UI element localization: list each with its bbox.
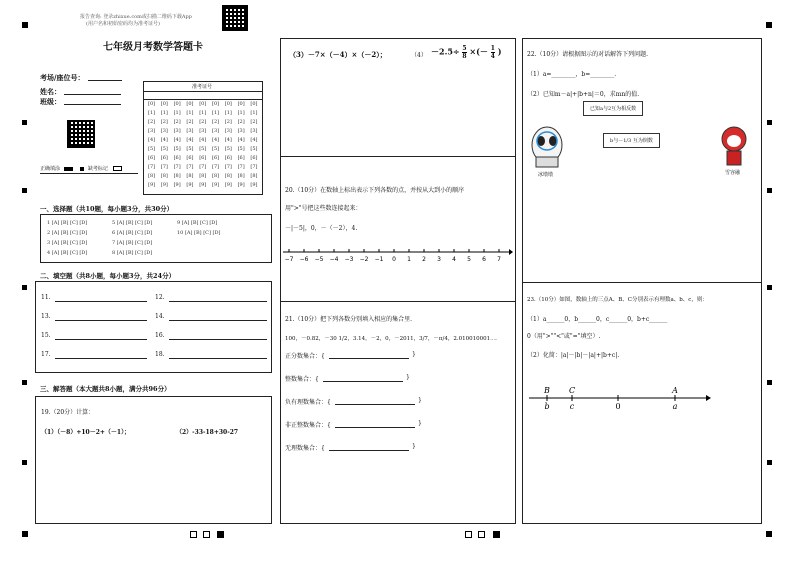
q22-part1: （1）a=________，b=________.: [527, 71, 617, 78]
header-line2: (用户名和初始密码均为准考证号): [86, 21, 160, 27]
set-close-brace: }: [418, 397, 422, 404]
set-label: 正分数集合：{: [285, 353, 325, 360]
ticket-digit-bubble[interactable]: [5]: [186, 146, 194, 152]
q23-number-line: [523, 384, 761, 420]
ticket-digit-bubble[interactable]: [0]: [186, 101, 194, 107]
q22-part2: （2）已知m－a|+|b+n|＝0，求mn的值.: [527, 91, 640, 98]
axis-tick-label: 5: [467, 256, 471, 263]
ticket-digit-bubble[interactable]: [0]: [212, 101, 220, 107]
bing-dwen-dwen-icon: [527, 119, 567, 169]
ticket-digit-bubble[interactable]: [8]: [224, 173, 232, 179]
column2-box: [280, 38, 516, 524]
ticket-number-box: [143, 81, 263, 195]
set-answer-line[interactable]: [335, 427, 415, 428]
ticket-grid[interactable]: [144, 101, 262, 193]
blank-number: 18.: [155, 351, 165, 358]
ticket-digit-bubble[interactable]: [5]: [173, 146, 181, 152]
choice-option-row[interactable]: 8 [A] [B] [C] [D]: [112, 250, 153, 256]
ticket-digit-bubble[interactable]: [1]: [212, 110, 220, 116]
ticket-digit-bubble[interactable]: [8]: [212, 173, 220, 179]
choice-option-row[interactable]: 6 [A] [B] [C] [D]: [112, 230, 153, 236]
registration-mark: [22, 120, 27, 125]
qr-code: [222, 5, 248, 31]
speech-bubble-1: 已知a与2互为相反数: [583, 101, 643, 116]
ticket-digit-bubble[interactable]: [6]: [237, 155, 245, 161]
column3-box: [522, 38, 762, 524]
section3-title: 三、解答题（本大题共8小题，满分共96分）: [40, 385, 171, 393]
page-marker: [465, 531, 472, 538]
ticket-digit-bubble[interactable]: [2]: [186, 119, 194, 125]
ticket-digit-bubble[interactable]: [9]: [224, 182, 232, 188]
choice-option-row[interactable]: 9 [A] [B] [C] [D]: [177, 220, 218, 226]
ticket-digit-bubble[interactable]: [1]: [148, 110, 156, 116]
ticket-digit-bubble[interactable]: [5]: [199, 146, 207, 152]
ticket-digit-bubble[interactable]: [2]: [199, 119, 207, 125]
q21-numbers: 100，－0.82，－30 1/2，3.14，－2，0，－2011，3/7，－π/4，2.010010001⋯.: [285, 336, 497, 342]
q21-sets: [285, 351, 510, 461]
ticket-digit-bubble[interactable]: [8]: [186, 173, 194, 179]
registration-mark: [766, 531, 772, 537]
ticket-digit-bubble[interactable]: [7]: [173, 164, 181, 170]
axis-tick-label: −3: [344, 256, 354, 263]
ticket-digit-bubble[interactable]: [4]: [186, 137, 194, 143]
ticket-digit-bubble[interactable]: [2]: [173, 119, 181, 125]
divider: [281, 156, 515, 157]
ticket-digit-bubble[interactable]: [5]: [237, 146, 245, 152]
choice-option-row[interactable]: 7 [A] [B] [C] [D]: [112, 240, 153, 246]
q19-part2: （2）-33-18+30-27: [176, 429, 239, 436]
ticket-digit-bubble[interactable]: [6]: [212, 155, 220, 161]
registration-mark: [767, 120, 772, 125]
axis-upper-label: C: [568, 386, 576, 395]
blank-number: 12.: [155, 294, 165, 301]
ticket-digit-bubble[interactable]: [1]: [186, 110, 194, 116]
name-field[interactable]: [64, 94, 121, 95]
ticket-digit-bubble[interactable]: [3]: [224, 128, 232, 134]
ticket-digit-bubble[interactable]: [7]: [186, 164, 194, 170]
registration-mark: [767, 380, 772, 385]
absent-box-icon: [80, 167, 84, 171]
choice-option-row[interactable]: 10 [A] [B] [C] [D]: [177, 230, 221, 236]
ticket-header: 准考证号: [192, 84, 213, 90]
axis-tick-label: 1: [407, 256, 411, 263]
ticket-digit-bubble[interactable]: [8]: [160, 173, 168, 179]
q19-part4-label: （4）: [411, 52, 427, 59]
axis-tick-label: −5: [314, 256, 324, 263]
blank-number: 15.: [41, 332, 51, 339]
axis-tick-label: 2: [422, 256, 426, 263]
absent-checkbox[interactable]: [113, 166, 122, 171]
ticket-digit-bubble[interactable]: [4]: [224, 137, 232, 143]
ticket-digit-bubble[interactable]: [6]: [224, 155, 232, 161]
set-close-brace: }: [406, 374, 410, 381]
page-marker: [478, 531, 485, 538]
set-label: 负有理数集合：{: [285, 399, 331, 406]
student-qr-code: [67, 120, 95, 148]
axis-upper-label: A: [672, 386, 678, 395]
section3-box: [35, 396, 272, 524]
ticket-digit-bubble[interactable]: [8]: [237, 173, 245, 179]
choice-option-row[interactable]: 2 [A] [B] [C] [D]: [47, 230, 88, 236]
ticket-digit-bubble[interactable]: [7]: [199, 164, 207, 170]
ticket-digit-bubble[interactable]: [3]: [237, 128, 245, 134]
choice-option-row[interactable]: 3 [A] [B] [C] [D]: [47, 240, 88, 246]
axis-tick-label: −4: [329, 256, 339, 263]
axis-lower-label: 0: [615, 402, 621, 411]
set-answer-line[interactable]: [335, 404, 415, 405]
ticket-digit-bubble[interactable]: [4]: [212, 137, 220, 143]
filled-box-icon: [64, 167, 73, 171]
ticket-digit-bubble[interactable]: [8]: [173, 173, 181, 179]
set-close-brace: }: [412, 351, 416, 358]
ticket-digit-bubble[interactable]: [3]: [186, 128, 194, 134]
axis-lower-label: a: [672, 402, 678, 411]
ticket-digit-bubble[interactable]: [1]: [250, 110, 258, 116]
ticket-digit-bubble[interactable]: [0]: [224, 101, 232, 107]
ticket-digit-bubble[interactable]: [0]: [237, 101, 245, 107]
ticket-digit-bubble[interactable]: [3]: [212, 128, 220, 134]
ticket-digit-bubble[interactable]: [7]: [148, 164, 156, 170]
ticket-digit-bubble[interactable]: [0]: [160, 101, 168, 107]
ticket-digit-bubble[interactable]: [9]: [212, 182, 220, 188]
ticket-digit-bubble[interactable]: [9]: [148, 182, 156, 188]
char1-name: 冰墩墩: [538, 172, 554, 178]
section1-title: 一、选择题（共10题，每小题3分，共30分）: [40, 205, 174, 213]
set-answer-line[interactable]: [329, 450, 409, 451]
axis-tick-label: 0: [392, 256, 396, 263]
ticket-digit-bubble[interactable]: [1]: [199, 110, 207, 116]
blank-answer-line[interactable]: [55, 358, 147, 359]
ticket-digit-bubble[interactable]: [9]: [173, 182, 181, 188]
ticket-digit-bubble[interactable]: [9]: [160, 182, 168, 188]
axis-tick-label: −2: [359, 256, 369, 263]
blank-answer-line[interactable]: [169, 339, 267, 340]
ticket-digit-bubble[interactable]: [4]: [199, 137, 207, 143]
registration-mark: [22, 531, 28, 537]
correct-fill-label: 正确填涂: [40, 166, 61, 172]
ticket-digit-bubble[interactable]: [3]: [160, 128, 168, 134]
page-marker: [190, 531, 197, 538]
blank-number: 13.: [41, 313, 51, 320]
blank-answer-line[interactable]: [169, 358, 267, 359]
blank-answer-line[interactable]: [55, 339, 147, 340]
ticket-digit-bubble[interactable]: [7]: [224, 164, 232, 170]
ticket-digit-bubble[interactable]: [0]: [250, 101, 258, 107]
ticket-digit-bubble[interactable]: [6]: [199, 155, 207, 161]
ticket-digit-bubble[interactable]: [3]: [148, 128, 156, 134]
q22-head: 22.（10分）请根据图示的对话解答下列问题.: [527, 51, 649, 58]
choice-option-row[interactable]: 1 [A] [B] [C] [D]: [47, 220, 88, 226]
exam-room-field[interactable]: [88, 80, 122, 81]
ticket-digit-bubble[interactable]: [4]: [160, 137, 168, 143]
set-label: 整数集合：{: [285, 376, 319, 383]
ticket-digit-bubble[interactable]: [5]: [224, 146, 232, 152]
absent-mark-sample: [80, 165, 122, 172]
registration-mark: [767, 188, 772, 193]
ticket-digit-bubble[interactable]: [2]: [212, 119, 220, 125]
q23-part1: （1）a______0，b______0，c______0，b+c______: [527, 316, 668, 323]
ticket-digit-bubble[interactable]: [2]: [237, 119, 245, 125]
ticket-digit-bubble[interactable]: [5]: [250, 146, 258, 152]
set-label: 无理数集合：{: [285, 445, 325, 452]
ticket-digit-bubble[interactable]: [3]: [173, 128, 181, 134]
ticket-digit-bubble[interactable]: [6]: [173, 155, 181, 161]
page-marker: [493, 531, 500, 538]
ticket-digit-bubble[interactable]: [2]: [250, 119, 258, 125]
choice-grid[interactable]: [47, 220, 267, 260]
ticket-digit-bubble[interactable]: [2]: [160, 119, 168, 125]
blank-answer-line[interactable]: [55, 320, 147, 321]
q19-part1: （1）（－8）+10－2+（－1）；: [41, 429, 131, 436]
set-close-brace: }: [418, 420, 422, 427]
q19-head: 19.（20分）计算：: [41, 409, 95, 416]
registration-mark: [767, 460, 772, 465]
ticket-digit-bubble[interactable]: [9]: [186, 182, 194, 188]
axis-arrow-icon: [706, 395, 711, 401]
exam-room-label: 考场/座位号：: [40, 73, 85, 82]
class-label: 班级：: [40, 97, 61, 106]
page-marker: [217, 531, 224, 538]
q21-line1: 21.（10分）把下列各数分别填入相应的集合里.: [285, 316, 413, 323]
q23-part2: （2）化简：|a|－|b|－|a|+|b+c|.: [527, 352, 620, 359]
name-label: 姓名：: [40, 87, 61, 96]
section2-title: 二、填空题（共8小题，每小题3分，共24分）: [40, 272, 176, 280]
blank-number: 16.: [155, 332, 165, 339]
registration-mark: [22, 460, 27, 465]
blank-answer-line[interactable]: [55, 301, 147, 302]
set-close-brace: }: [412, 443, 416, 450]
registration-mark: [22, 188, 27, 193]
speech-bubble-2: b与－1/3 互为倒数: [603, 133, 660, 148]
shuey-rhon-rhon-icon: [719, 123, 749, 167]
choice-option-row[interactable]: 5 [A] [B] [C] [D]: [112, 220, 153, 226]
ticket-digit-bubble[interactable]: [5]: [148, 146, 156, 152]
q19-part4-expr: －2.5÷ 5 8 ×(－ 1 4 ): [431, 45, 502, 60]
blank-answer-line[interactable]: [169, 320, 267, 321]
ticket-digit-bubble[interactable]: [1]: [160, 110, 168, 116]
section2-box: [35, 281, 272, 373]
ticket-digit-bubble[interactable]: [4]: [148, 137, 156, 143]
ticket-digit-bubble[interactable]: [9]: [199, 182, 207, 188]
set-answer-line[interactable]: [323, 381, 403, 382]
legend-divider: [40, 173, 138, 174]
ticket-digit-bubble[interactable]: [2]: [148, 119, 156, 125]
ticket-digit-bubble[interactable]: [2]: [224, 119, 232, 125]
absent-mark-label: 缺考标记: [87, 166, 108, 172]
axis-arrow-icon: [509, 249, 513, 255]
registration-mark: [22, 380, 27, 385]
ticket-digit-bubble[interactable]: [6]: [160, 155, 168, 161]
registration-mark: [766, 22, 772, 28]
ticket-digit-bubble[interactable]: [4]: [237, 137, 245, 143]
ticket-digit-bubble[interactable]: [8]: [250, 173, 258, 179]
axis-tick-label: −6: [299, 256, 309, 263]
ticket-digit-bubble[interactable]: [7]: [212, 164, 220, 170]
header-line1: 报告查询: 登录zhixue.com或扫描二维码下载App: [80, 14, 192, 20]
q20-numbers: －|－5|，0，－（－2），4.: [285, 225, 358, 232]
divider: [281, 301, 515, 302]
axis-lower-label: c: [569, 402, 575, 411]
ticket-digit-bubble[interactable]: [9]: [237, 182, 245, 188]
ticket-digit-bubble[interactable]: [0]: [199, 101, 207, 107]
section1-box: [40, 214, 272, 263]
q23-part1b: 0（用">""<"或"="填空）.: [527, 333, 601, 340]
ticket-digit-bubble[interactable]: [4]: [250, 137, 258, 143]
axis-lower-label: b: [544, 402, 550, 411]
class-field[interactable]: [64, 104, 121, 105]
q19-part3: （3）－7×（－4）×（－2）；: [289, 50, 387, 59]
axis-upper-label: B: [544, 386, 550, 395]
blank-number: 14.: [155, 313, 165, 320]
registration-mark: [22, 285, 27, 290]
axis-tick-label: −1: [374, 256, 384, 263]
ticket-digit-bubble[interactable]: [0]: [148, 101, 156, 107]
ticket-digit-bubble[interactable]: [1]: [237, 110, 245, 116]
ticket-digit-bubble[interactable]: [4]: [173, 137, 181, 143]
char2-name: 雪容融: [725, 170, 741, 176]
registration-mark: [22, 22, 28, 28]
ticket-digit-bubble[interactable]: [8]: [199, 173, 207, 179]
q20-line2: 用">"号把这些数连接起来：: [285, 205, 362, 212]
q23-head: 23.（10分）如图，数轴上的三点A、B、C分别表示有理数a、b、c，则：: [527, 297, 708, 303]
ticket-digit-bubble[interactable]: [1]: [224, 110, 232, 116]
set-label: 非正整数集合：{: [285, 422, 331, 429]
blank-number: 11.: [41, 294, 51, 301]
axis-tick-label: −7: [284, 256, 294, 263]
ticket-digit-bubble[interactable]: [9]: [250, 182, 258, 188]
ticket-digit-bubble[interactable]: [6]: [148, 155, 156, 161]
axis-tick-label: 7: [497, 256, 501, 263]
ticket-digit-bubble[interactable]: [3]: [199, 128, 207, 134]
ticket-digit-bubble[interactable]: [8]: [148, 173, 156, 179]
page-title: 七年级月考数学答题卡: [103, 42, 203, 53]
axis-tick-label: 3: [437, 256, 441, 263]
ticket-digit-bubble[interactable]: [0]: [173, 101, 181, 107]
registration-mark: [767, 285, 772, 290]
ticket-digit-bubble[interactable]: [7]: [237, 164, 245, 170]
fill-grid: [36, 282, 271, 372]
choice-option-row[interactable]: 4 [A] [B] [C] [D]: [47, 250, 88, 256]
correct-fill-sample: [40, 165, 73, 172]
ticket-digit-bubble[interactable]: [6]: [250, 155, 258, 161]
divider: [523, 282, 761, 283]
page-marker: [203, 531, 210, 538]
ticket-digit-bubble[interactable]: [7]: [160, 164, 168, 170]
ticket-digit-bubble[interactable]: [5]: [160, 146, 168, 152]
ticket-digit-bubble[interactable]: [5]: [212, 146, 220, 152]
ticket-digit-bubble[interactable]: [3]: [250, 128, 258, 134]
axis-tick-label: 6: [482, 256, 486, 263]
ticket-digit-bubble[interactable]: [1]: [173, 110, 181, 116]
q20-number-line: [281, 244, 515, 268]
ticket-digit-bubble[interactable]: [7]: [250, 164, 258, 170]
blank-answer-line[interactable]: [169, 301, 267, 302]
ticket-digit-bubble[interactable]: [6]: [186, 155, 194, 161]
blank-number: 17.: [41, 351, 51, 358]
set-answer-line[interactable]: [329, 358, 409, 359]
axis-tick-label: 4: [452, 256, 456, 263]
q20-line1: 20.（10分）在数轴上标出表示下列各数的点，并按从大到小的顺序: [285, 187, 465, 194]
